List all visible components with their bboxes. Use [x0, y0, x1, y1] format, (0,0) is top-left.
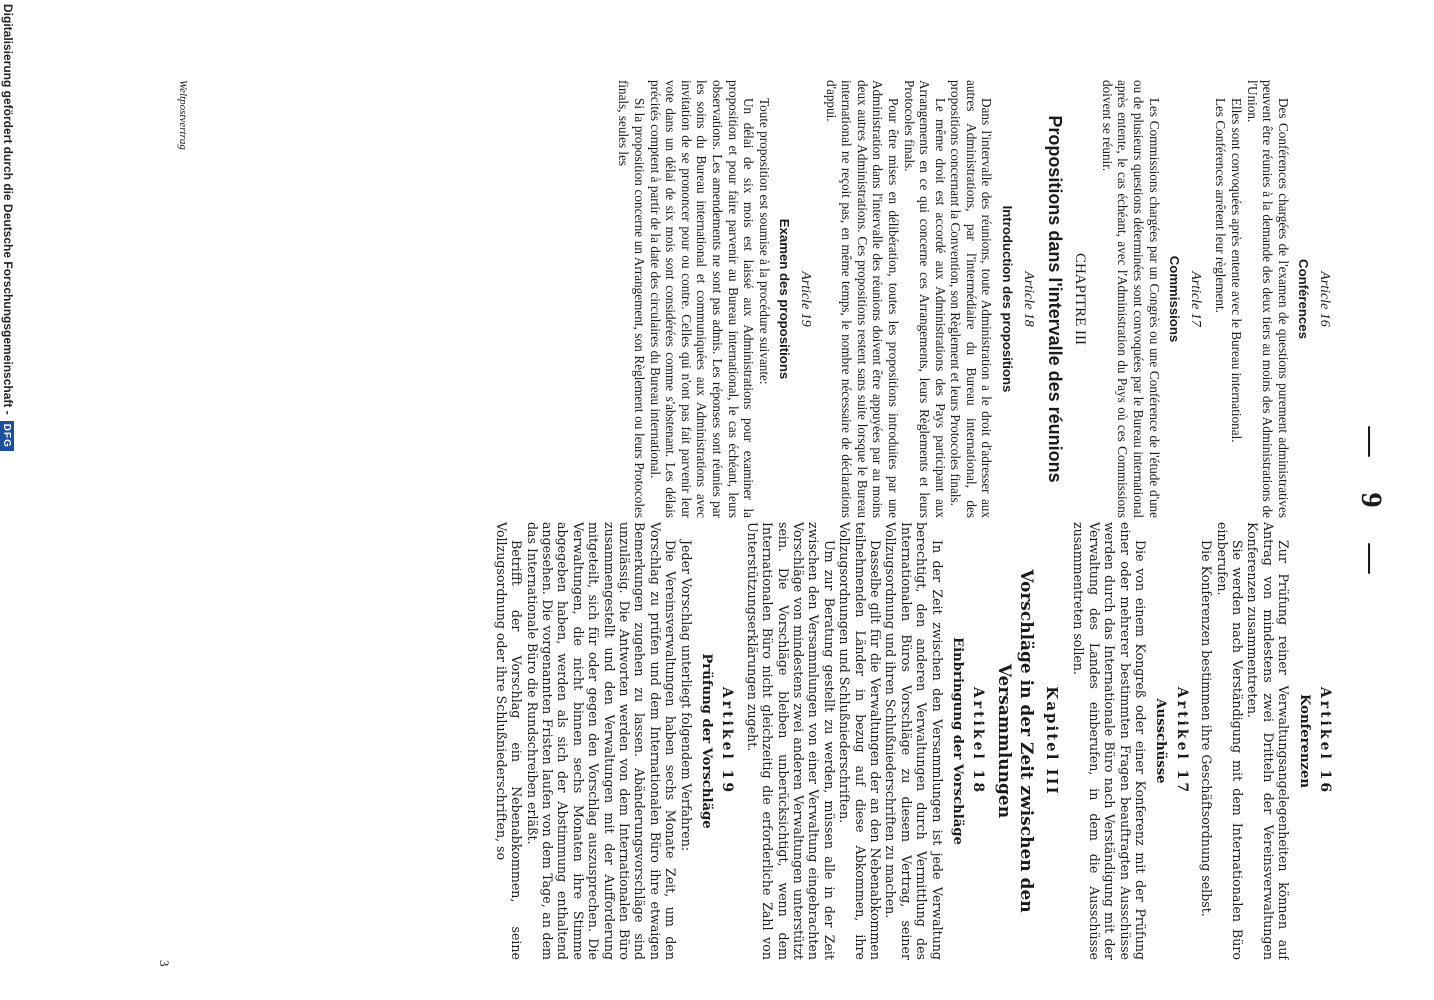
paragraph: Dasselbe gilt für die Verwaltungen der an den Nebenabkommen teilnehmenden Länder in bezug auf diese Abkommen, ihre Vollzugsordnungen und Schlußniederschriften. [837, 522, 884, 960]
paragraph: Pour être mises en délibération, toutes les propositions introduites par une Administration dans l'intervalle des réunions doivent être appuyées par au moins deux autres Administrations. Ces propositions restent sans suite lorsque le Bureau international ne reçoit pas, en même temps, le nombre nécessaire de déclarations d'appui. [823, 80, 901, 518]
paragraph: Die von einem Kongreß oder einer Konferenz mit der Prüfung einer oder mehrerer bestimmten Fragen beauftragten Ausschüsse werden durch das Internationale Büro nach Verständigung mit der Verwaltung des Landes einberufen, in dem die Ausschüsse zusammentreten sollen. [1071, 522, 1148, 960]
paragraph: Le même droit est accordé aux Administrations des Pays participant aux Arrangements en ce qui concerne ces Arrangements, leurs Règlements et leurs Protocoles finals. [901, 80, 948, 518]
paragraph: Um zur Beratung gestellt zu werden, müssen alle in der Zeit zwischen den Versammlungen von einer Verwaltung eingebrachten Vorschläge von mindestens zwei anderen Verwaltungen unterstützt sein. Die Vorschläge bleiben unberücksichtigt, wenn dem Internationalen Büro nicht gleichzeitig die erforderliche Zahl von Unterstützungserklärungen zugeht. [744, 522, 837, 960]
paragraph: Les Commissions chargées par un Congrès ou une Conférence de l'étude d'une ou de plusieurs questions déterminées sont convoquées par le Bureau international après entente, le cas échéant, avec l'Administration du Pays où ces Commissions doivent se réunir. [1099, 80, 1162, 518]
french-column [104, 80, 1334, 518]
article-17-number: Article 17 [1187, 271, 1203, 327]
chapter-number: CHAPITRE III [1072, 252, 1089, 346]
digitization-footer [0, 0, 16, 1000]
artikel-16-number: Artikel 16 [1317, 686, 1333, 796]
paragraph: Jeder Vorschlag unterliegt folgendem Verfahren: [678, 540, 694, 852]
paragraph: Betrifft der Vorschlag ein Nebenabkommen, seine Vollzugsordnung oder ihre Schlußniederschriften, so [493, 522, 525, 960]
page-dash-right: — [1355, 543, 1388, 574]
artikel-16-title: Konferenzen [1296, 693, 1312, 788]
footer-text: Digitalisierung gefördert durch die Deutsche Forschungsgemeinschaft - [1, 4, 15, 415]
signature-mark: Weltpostvertrag [177, 80, 189, 150]
chapter-title: Propositions dans l'intervalle des réunions [1044, 115, 1065, 483]
article-19-title: Examen des propositions [777, 218, 793, 380]
article-19-number: Article 19 [797, 271, 813, 327]
paragraph: Toute proposition est soumise à la procédure suivante: [756, 98, 772, 385]
paragraph: Sie werden nach Verständigung mit dem Internationalen Büro einberufen. [1214, 522, 1245, 960]
paragraph: Zur Prüfung reiner Verwaltungsangelegenheiten können auf Antrag von mindestens zwei Dritteln der Vereinsverwaltungen Konferenzen zusammentreten. [1245, 522, 1292, 960]
article-16-number: Article 16 [1317, 271, 1332, 327]
paragraph: Elles sont convoquées après entente avec le Bureau international. [1229, 98, 1245, 443]
article-18-title: Introduction des propositions [1000, 205, 1016, 393]
kapitel-title: Vorschläge in der Zeit zwischen den Versammlungen [994, 569, 1037, 913]
dfg-logo: DFG [0, 421, 14, 451]
artikel-17-number: Artikel 17 [1173, 686, 1190, 796]
kapitel-number: Kapitel III [1042, 686, 1061, 796]
article-18-number: Article 18 [1020, 271, 1036, 327]
page-number: 9 [1355, 492, 1388, 508]
german-column [104, 522, 1334, 960]
artikel-18-title: Einbringung der Vorschläge [950, 637, 966, 845]
paragraph: Les Conférences arrêtent leur règlement. [1213, 98, 1229, 313]
paragraph: Die Vereinsverwaltungen haben sechs Monate Zeit, um den Vorschlag zu prüfen und dem Internationalen Büro ihre etwaigen Bemerkungen zugehen zu lassen. Abänderungsvorschläge sind unzulässig. Die Antworten werden von dem Internationalen Büro zusammengestellt und den Verwaltungen mit der Aufforderung mitgeteilt, sich für oder gegen den Vorschlag auszusprechen. Die Verwaltungen, die nicht binnen sechs Monaten ihre Stimme abgegeben haben, werden als sich der Abstimmung enthaltend angesehen. Die vorgenannten Fristen laufen von dem Tage, an dem das Internationale Büro die Rundschreiben erläßt. [524, 522, 679, 960]
artikel-18-number: Artikel 18 [970, 686, 987, 796]
article-16-title: Conférences [1296, 259, 1312, 339]
page-number-line [1354, 0, 1388, 1000]
paragraph: In der Zeit zwischen den Versammlungen ist jede Verwaltung berechtigt, den anderen Verwaltungen durch Vermittlung des Internationalen Büros Vorschläge zu diesem Vertrag, seiner Vollzugsordnung und ihren Schlußniederschriften zu machen. [883, 522, 945, 960]
artikel-19-title: Prüfung der Vorschläge [699, 653, 714, 829]
artikel-19-number: Artikel 19 [719, 686, 736, 796]
page-dash-left: — [1355, 426, 1388, 457]
signature-number: 3 [157, 960, 172, 967]
article-17-title: Commissions [1167, 255, 1183, 343]
artikel-17-title: Ausschüsse [1153, 698, 1169, 784]
paragraph: Dans l'intervalle des réunions, toute Administration a le droit d'adresser aux autres Administrations, par l'intermédiaire du Bureau international, des propositions concernant la Convention, son Règlement et leurs Protocoles finals. [948, 80, 995, 518]
paragraph: Un délai de six mois est laissé aux Administrations pour examiner la proposition et pour faire parvenir au Bureau international, le cas échéant, leurs observations. Les amendements ne sont pas admis. Les réponses sont réunies par les soins du Bureau international et communiquées aux Administrations avec invitation de se prononcer pour ou contre. Celles qui n'ont pas fait parvenir leur vote dans un délai de six mois sont considérées comme s'abstenant. Les délais précités comptent à partir de la date des circulaires du Bureau international. [647, 80, 757, 518]
paragraph: Des Conférences chargées de l'examen de questions purement administratives peuvent être réunies à la demande des deux tiers au moins des Administrations de l'Union. [1244, 80, 1291, 518]
paragraph: Si la proposition concerne un Arrangement, son Règlement ou leurs Protocoles finals, seules les [616, 80, 648, 518]
paragraph: Die Konferenzen bestimmen ihre Geschäftsordnung selbst. [1199, 540, 1215, 917]
